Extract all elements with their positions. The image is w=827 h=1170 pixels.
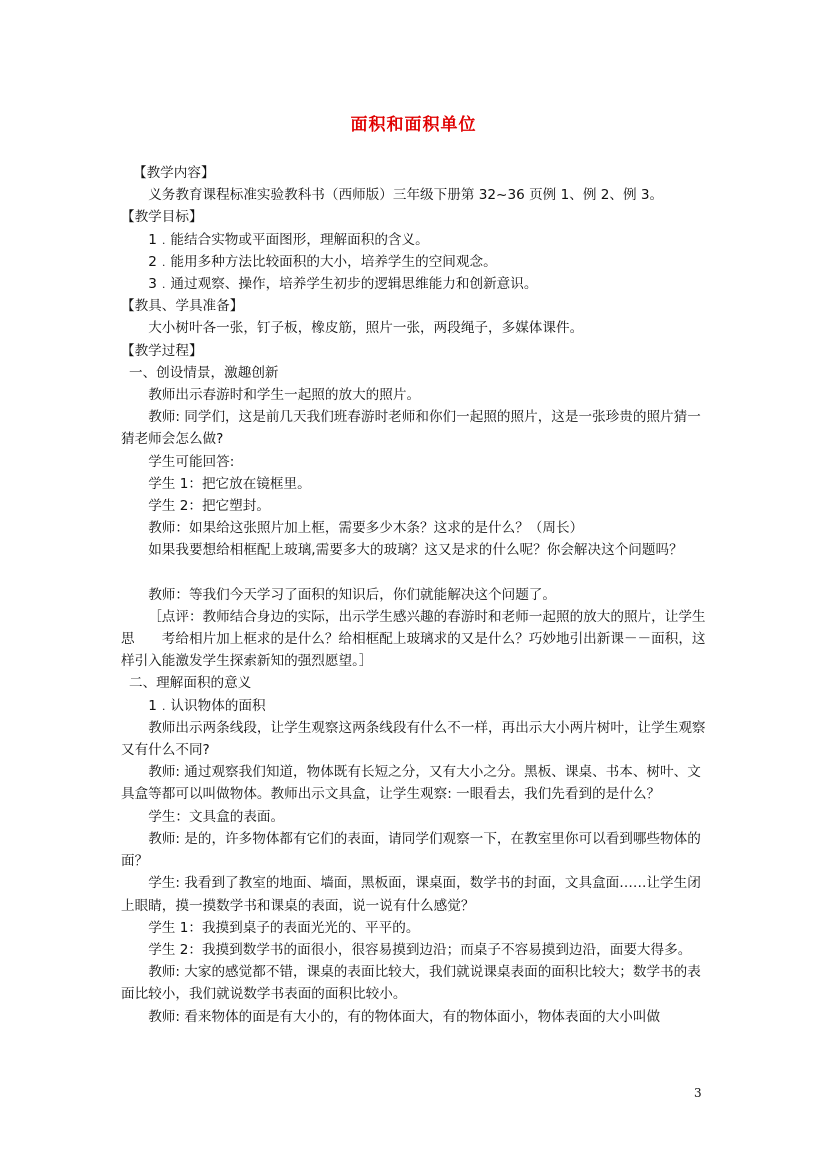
paragraph: 大小树叶各一张，钉子板，橡皮筋，照片一张，两段绳子，多媒体课件。 [148, 320, 584, 337]
paragraph: 教师：等我们今天学习了面积的知识后，你们就能解决这个问题了。 [148, 586, 556, 603]
subheading: 一、创设情景，激趣创新 [129, 364, 279, 381]
paragraph: 学生可能回答: [148, 453, 235, 470]
subheading: 二、理解面积的意义 [129, 675, 252, 692]
paragraph: 教师出示春游时和学生一起照的放大的照片。 [148, 387, 421, 404]
spacer [121, 562, 706, 584]
paragraph: 教师: 是的，许多物体都有它们的表面，请同学们观察一下，在教室里你可以看到哪些物体的面？ [121, 830, 701, 870]
paragraph: 学生：文具盒的表面。 [148, 808, 285, 825]
paragraph: 教师：如果给这张照片加上框，需要多少木条？这求的是什么？（周长） [148, 520, 584, 537]
comment-paragraph: ［点评：教师结合身边的实际，出示学生感兴趣的春游时和老师一起照的放大的照片，让学生思 考给相片加上框求的是什么？给相框配上玻璃求的又是什么？巧妙地引出新课－－面积，这样引入能激发学生探索新知的强烈愿望。］ [121, 608, 706, 670]
document-title: 面积和面积单位 [350, 115, 477, 135]
paragraph: 如果我要想给相框配上玻璃,需要多大的玻璃？这又是求的什么呢？你会解决这个问题吗？ [148, 542, 683, 559]
paragraph: 2﹒能用多种方法比较面积的大小，培养学生的空间观念。 [148, 253, 497, 270]
section-heading-content: 【教学内容】 [133, 165, 215, 181]
paragraph: 义务教育课程标准实验教科书（西师版）三年级下册第 32~36 页例 1、例 2、例 3。 [148, 187, 664, 204]
paragraph: 学生 2：我摸到数学书的面很小，很容易摸到边沿；而桌子不容易摸到边沿，面要大得多。 [148, 941, 692, 958]
paragraph: 教师: 看来物体的面是有大小的，有的物体面大，有的物体面小，物体表面的大小叫做 [148, 1008, 661, 1025]
paragraph: 学生: 我看到了教室的地面、墙面，黑板面，课桌面，数学书的封面，文具盒面……让学生闭上眼睛，摸一摸数学书和课桌的表面，说一说有什么感觉？ [121, 875, 701, 914]
paragraph: 学生 1：我摸到桌子的表面光光的、平平的。 [148, 919, 420, 936]
paragraph: 教师: 通过观察我们知道，物体既有长短之分，又有大小之分。黑板、课桌、书本、树叶、文具盒等都可以叫做物体。教师出示文具盒，让学生观察: 一眼看去，我们先看到的是什么？ [121, 764, 701, 803]
section-heading-process: 【教学过程】 [121, 342, 203, 359]
document-body [121, 162, 706, 1028]
paragraph: 教师: 同学们，这是前几天我们班春游时老师和你们一起照的照片，这是一张珍贵的照片猜一猜老师会怎么做? [121, 409, 701, 448]
paragraph: 学生 2：把它塑封。 [148, 498, 270, 515]
paragraph: 教师出示两条线段，让学生观察这两条线段有什么不一样，再出示大小两片树叶，让学生观察又有什么不同? [121, 719, 706, 759]
subheading: 1﹒认识物体的面积 [148, 697, 266, 714]
page-number: 3 [694, 1086, 702, 1100]
section-heading-tools: 【教具、学具准备】 [121, 298, 244, 315]
section-heading-goals: 【教学目标】 [121, 209, 203, 226]
paragraph: 学生 1：把它放在镜框里。 [148, 475, 311, 492]
paragraph: 3﹒通过观察、操作，培养学生初步的逻辑思维能力和创新意识。 [148, 276, 538, 293]
paragraph: 教师: 大家的感觉都不错，课桌的表面比较大，我们就说课桌表面的面积比较大；数学书的表面比较小，我们就说数学书表面的面积比较小。 [121, 964, 701, 1003]
paragraph: 1﹒能结合实物或平面图形，理解面积的含义。 [148, 231, 429, 248]
